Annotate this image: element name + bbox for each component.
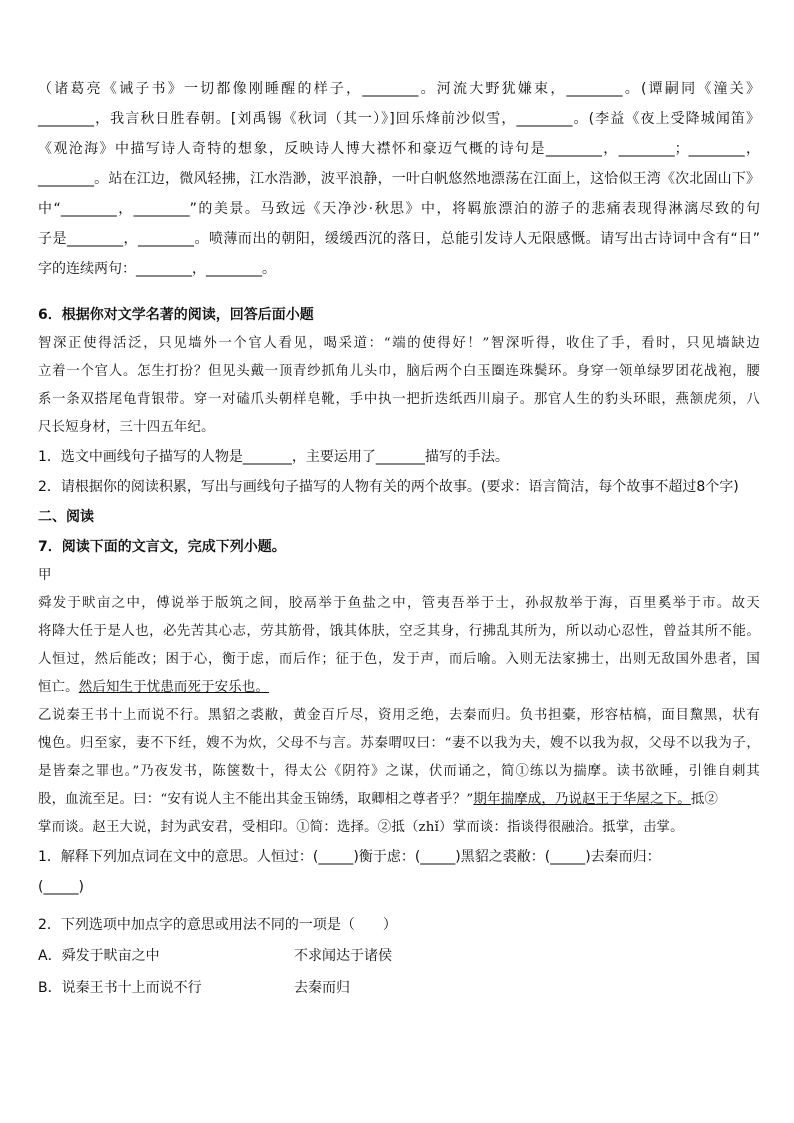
passage-jia-line: 人恒过，然后能改；困于心，衡于虑，而后作；征于色，发于声，而后喻。入则无法家拂士，出则无敌国外患者，国 [38, 652, 760, 667]
question-7-title: 7．阅读下面的文言文，完成下列小题。 [38, 539, 286, 555]
poem-line: 中“________，________”的美景。马致远《天净沙·秋思》中，将羁旅漂泊的游子的悲痛表现得淋漓尽致的句 [38, 201, 760, 217]
option-b-left: B．说秦王书十上而说不行 [38, 980, 202, 996]
question-7-sub2: 2．下列选项中加点字的意思或用法不同的一项是（ ） [38, 917, 397, 933]
passage-text: 恒亡。 [38, 680, 79, 695]
poem-line: 字的连续两句：________，________。 [38, 261, 276, 277]
poem-line: 《观沧海》中描写诗人奇特的想象，反映诗人博大襟怀和豪迈气概的诗句是________，________；________， [38, 141, 760, 157]
passage-line: 系一条双搭尾龟背银带。穿一对磕爪头朝样皂靴，手中执一把折迭纸西川扇子。那官人生的豹头环眼，燕颔虎须，八 [38, 392, 760, 407]
question-7-sub1: 1．解释下列加点词在文中的意思。人恒过：(_____)衡于虑：(_____)黑貂之裘敝：(_____)去秦而归： [38, 849, 661, 865]
option-row [38, 972, 760, 1004]
passage-line: 尺长短身材，三十四五年纪。 [38, 420, 215, 435]
passage-jia-line: 将降大任于是人也，必先苦其心志，劳其筋骨，饿其体肤，空乏其身，行拂乱其所为，所以动心忍性，曾益其所不能。 [38, 624, 760, 639]
option-a-left: A．舜发于畎亩之中 [38, 948, 160, 964]
passage-yi-line: 是皆秦之罪也。”乃夜发书，陈箧数十，得太公《阴符》之谋，伏而诵之，简①练以为揣摩。读书欲睡，引锥自刺其 [38, 764, 760, 779]
option-a-right: 不求闻达于诸侯 [294, 948, 392, 964]
passage-yi-line: 乙说秦王书十上而说不行。黑貂之裘敝，黄金百斤尽，资用乏绝，去秦而归。负书担橐，形容枯槁，面目黧黑，状有 [38, 708, 760, 723]
underlined-sentence: 然后知生于忧患而死于安乐也。 [78, 680, 270, 695]
section-heading-reading: 二、阅读 [38, 509, 94, 525]
passage-text: 抵② [690, 792, 719, 807]
passage-label-jia: 甲 [38, 568, 52, 583]
underlined-sentence: 期年揣摩成，乃说赵王于华屋之下。 [473, 792, 691, 807]
option-row [38, 940, 760, 972]
poem-line: （诸葛亮《诫子书》一切都像刚睡醒的样子，________。河流大野犹嫌束，________。(谭嗣同《潼关》 [38, 81, 760, 97]
question-7 [38, 532, 760, 1004]
passage-jia-line: 舜发于畎亩之中，傅说举于版筑之间，胶鬲举于鱼盐之中，管夷吾举于士，孙叔敖举于海，百里奚举于市。故天 [38, 596, 760, 611]
poem-line: ________，我言秋日胜春朝。[刘禹锡《秋词（其一）》]回乐烽前沙似雪，________。(李益《夜上受降城闻笛》 [38, 111, 760, 127]
poem-fill-section [38, 74, 760, 284]
question-6-title: 6．根据你对文学名著的阅读，回答后面小题 [38, 307, 314, 323]
exam-page [38, 74, 760, 1004]
question-6-sub2: 2．请根据你的阅读积累，写出与画线句子描写的人物有关的两个故事。(要求：语言简洁，每个故事不超过8个字) [38, 479, 739, 495]
option-b-right: 去秦而归 [294, 980, 350, 996]
question-6-sub1: 1．选文中画线句子描写的人物是_______，主要运用了_______描写的手法。 [38, 449, 509, 465]
passage-text: 股，血流至足。曰：“安有说人主不能出其金玉锦绣，取卿相之尊者乎？” [38, 792, 474, 807]
passage-yi-line: 掌而谈。赵王大说，封为武安君，受相印。①简：选择。②抵（zhǐ）掌而谈：指谈得很融洽。抵掌，击掌。 [38, 820, 684, 835]
passage-line: 智深正使得活泛，只见墙外一个官人看见，喝采道：“端的使得好！”智深听得，收住了手，看时，只见墙缺边 [38, 336, 760, 351]
question-7-sub1-cont: (_____) [38, 879, 84, 895]
poem-line: ________。站在江边，微风轻拂，江水浩渺，波平浪静，一叶白帆悠然地漂荡在江面上，这恰似王湾《次北固山下》 [38, 171, 760, 187]
passage-line: 立着一个官人。怎生打扮？但见头戴一顶青纱抓角儿头巾，脑后两个白玉圈连珠鬓环。身穿一领单绿罗团花战袍，腰 [38, 364, 760, 379]
question-6 [38, 300, 760, 502]
passage-yi-line: 愧色。归至家，妻不下纴，嫂不为炊，父母不与言。苏秦喟叹曰：“妻不以我为夫，嫂不以我为叔，父母不以我为子， [38, 736, 760, 751]
passage-yi-line [38, 786, 760, 814]
poem-line: 子是________，________。喷薄而出的朝阳，缓缓西沉的落日，总能引发诗人无限感慨。请写出古诗词中含有“日” [38, 231, 760, 247]
passage-jia-line [38, 674, 760, 702]
